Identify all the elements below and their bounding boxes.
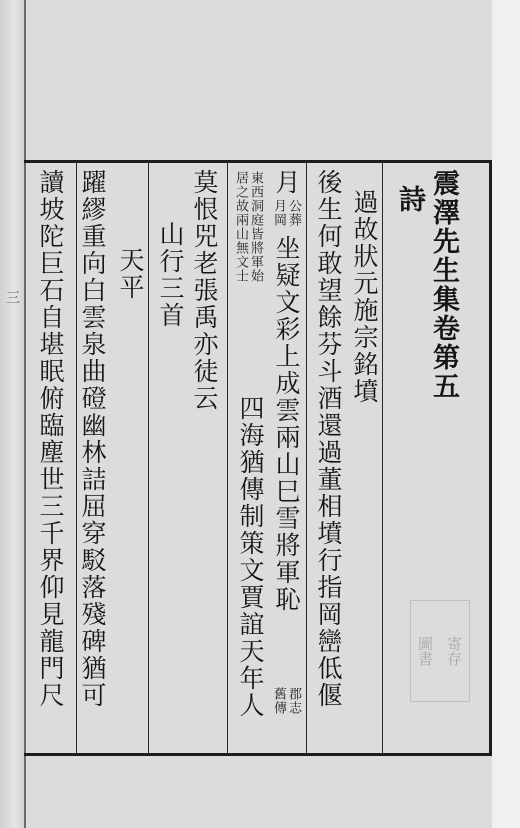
annotation-text: 東西洞庭皆將軍始 bbox=[248, 171, 263, 283]
column-rule bbox=[76, 163, 77, 753]
annotation-text: 月岡 bbox=[271, 199, 286, 227]
annotation bbox=[272, 199, 300, 227]
seal-text: 寄存 bbox=[445, 636, 463, 666]
column-rule bbox=[382, 163, 383, 753]
poem-title: 過故狀元施宗銘墳 bbox=[350, 189, 379, 405]
annotation-text: 公葬 bbox=[286, 199, 301, 227]
annotation bbox=[272, 687, 300, 715]
page-margin bbox=[492, 0, 520, 828]
poem-line: 四海猶傳制策文賈誼天年人 bbox=[236, 395, 265, 719]
poem-line: 躍繆重向白雲泉曲磴幽林詰屈穿駁落殘碑猶可 bbox=[78, 169, 107, 709]
binding-fold bbox=[0, 0, 26, 828]
poem-line: 讀坡陀巨石自堪眠俯臨塵世三千界仰見龍門尺 bbox=[36, 169, 65, 709]
poem-line: 莫恨兕老張禹亦徒云 bbox=[190, 169, 219, 412]
section-heading: 詩 bbox=[394, 185, 425, 214]
poem-line: 坐疑文彩上成雲兩山巳雪將軍恥 bbox=[272, 235, 301, 613]
library-seal-stamp bbox=[410, 600, 470, 702]
poem-line: 月 bbox=[272, 169, 301, 196]
poem-title: 山行三首 bbox=[156, 221, 185, 329]
poem-line: 後生何敢望餘芬斗酒還過董相墳行指岡巒低偃 bbox=[314, 169, 343, 709]
annotation-text: 郡志 bbox=[286, 687, 301, 715]
annotation-text: 居之故兩山無文士 bbox=[233, 171, 248, 283]
fold-margin-text: 三 bbox=[4, 290, 20, 304]
book-title: 震澤先生集卷第五 bbox=[428, 169, 459, 401]
annotation bbox=[234, 171, 262, 283]
poem-subtitle: 天平 bbox=[116, 247, 145, 301]
column-rule bbox=[306, 163, 307, 753]
annotation-text: 舊傳 bbox=[271, 687, 286, 715]
seal-text: 圖書 bbox=[416, 636, 434, 666]
column-rule bbox=[227, 163, 228, 753]
column-rule bbox=[148, 163, 149, 753]
